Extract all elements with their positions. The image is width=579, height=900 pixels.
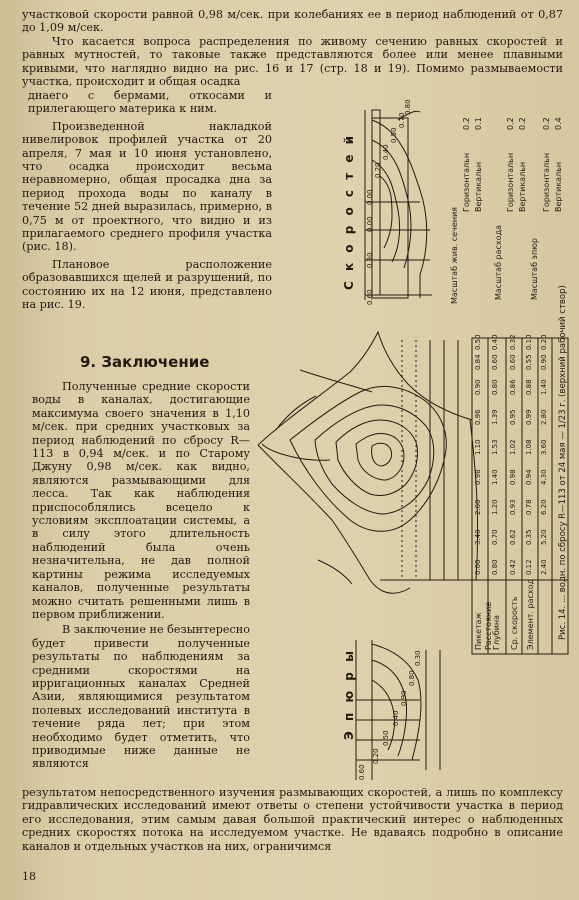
table-label: Пикетаж [474,612,483,650]
table-cell: 0.98 [509,469,517,485]
table-cell: 5.20 [540,529,548,545]
scale-name: Масштаб расхода [494,224,503,300]
epure-value: 0.20 [372,748,380,764]
epure-value: 0.60 [366,289,374,305]
table-cell: 0.90 [540,354,548,370]
table-cell: 0.99 [525,409,533,425]
epure-value: 0.40 [392,710,400,726]
table-cell: 0.96 [474,409,482,425]
figure-caption: Рис. 14. ... водн. по сбросу R—113 от 24 мая — 1/23 г. (верхний рабочий створ) [558,285,568,640]
epure-value: 0.30 [366,252,374,268]
table-cell: 2.80 [540,409,548,425]
table-cell: 0.98 [474,469,482,485]
table-cell: 0.78 [525,499,533,515]
paragraph: Плановое расположение образовавшихся щелей и разрушений, по состоянию их на 12 июня, представлено на рис. 19. [22,257,272,312]
scale-h-val: 0.2 [462,117,471,130]
table-cell: 0.86 [509,379,517,395]
page-number: 18 [22,870,36,883]
table-cell: 0.93 [509,499,517,515]
epure-value: 0.90 [400,690,408,706]
table-cell: 0.84 [474,354,482,370]
table-cell: 0.62 [509,529,517,545]
table-cell: 0.94 [525,469,533,485]
scale-h-val: 0.2 [542,117,551,130]
epure-label: Э п ю р ы [342,648,356,740]
table-cell: 0.40 [491,334,499,350]
table-cell: 0.60 [491,354,499,370]
scale-v: Вертикальн [554,161,563,212]
scale-h: Горизонтальн [542,152,551,212]
epure-value: 0.60 [358,764,366,780]
scale-h: Горизонтальн [462,152,471,212]
table-cell: 0.90 [474,379,482,395]
epure-value: 0.80 [404,99,412,115]
table-cell: 0.95 [509,409,517,425]
table-cell: 3.60 [540,439,548,455]
paragraph: В заключение не безынтересно будет привести полученные результаты по наблюдениям за средними скоростями на ирригационных каналах Средней Азии, являющимися результатом полевых исследований института в течение ряда лет; при этом необходимо будет отметить, что приводимые ниже данные не являются [32,623,250,771]
table-cell: 2.40 [540,559,548,575]
paragraph: результатом непосредственного изучения размывающих скоростей, а лишь по комплексу гидравлических исследований имеют ответы о степени устойчивости участка в период его исследования, этим самым давая большой практический интерес о наблюденных средних скоростях потока на исследуемом участке. Не вдаваясь подробно в описание каналов и отдельных участков на них, ограничимся [22,786,563,853]
paragraph: Произведенной накладкой нивелировок профилей участка от 20 апреля, 7 мая и 10 июня установлено, что осадка происходит весьма неравномерно, общая просадка дна за период прохода воды по каналу в течение 52 дней выразилась, примерно, в 0,75 м от проектного, что видно и из прилагаемого среднего профиля участка (рис. 18). [22,119,272,254]
scale-v: Вертикальн [518,161,527,212]
table-cell: 1.10 [474,439,482,455]
cross-section [258,332,478,593]
table-label: Расстояние [484,601,493,650]
section-heading: 9. Заключение [80,353,210,371]
table-cell: 0.50 [474,334,482,350]
table-cell: 0.20 [540,334,548,350]
table-label: Элемент. расход [526,578,535,650]
table-cell: 2.60 [474,499,482,515]
table-cell: 0.32 [509,334,517,350]
paragraph: днаего с бермами, откосами и прилегающего материка к ним. [28,89,272,116]
table-cell: 1.02 [509,439,517,455]
table-cell: 0.70 [491,529,499,545]
table-cell: 0.42 [509,559,517,575]
epure-value: 0.00 [366,216,374,232]
table-cell: 0.80 [491,559,499,575]
scale-name: Масштаб жив. сечения [450,207,459,304]
table-cell: 1.08 [525,439,533,455]
scale-h-val: 0.2 [506,117,515,130]
velocity-epure-label: С к о р о с т е й [342,132,356,290]
table-cell: 1.39 [491,409,499,425]
scale-v-val: 0.4 [554,117,563,130]
upper-epure [365,110,432,300]
table-cell: 6.20 [540,499,548,515]
scale-v: Вертикальн [474,161,483,212]
table-cell: 1.40 [540,379,548,395]
table-cell: 0.80 [491,379,499,395]
table-label: Глубина [492,615,501,650]
epure-value: 0.80 [408,670,416,686]
table-cell: 1.20 [491,499,499,515]
table-label: Ср. скорость [510,596,519,650]
epure-value: 0.30 [414,650,422,666]
table-cell: 4.30 [540,469,548,485]
table-cell: 0.00 [474,559,482,575]
epure-value: 0.50 [390,127,398,143]
table-cell: 0.12 [525,559,533,575]
paragraph: Что касается вопроса распределения по живому сечению равных скоростей и равных мутностей, то таковые также представляются более или менее плавными кривыми, что наглядно видно на рис. 16 и 17 (стр. 18 и 19). Помимо размываемости участка, происходит и общая осадка [22,34,563,89]
paragraph: участковой скорости равной 0,98 м/сек. при колебаниях ее в период наблюдений от 0,87 до 1,09 м/сек. [22,8,563,35]
epure-value: 0.40 [382,144,390,160]
table-cell: 0.10 [525,334,533,350]
epure-value: 0.50 [382,730,390,746]
table-cell: 3.40 [474,529,482,545]
table-cell: 1.53 [491,439,499,455]
table-cell: 0.88 [525,379,533,395]
table-cell: 1.40 [491,469,499,485]
scale-name: Масштаб эпюр [530,238,539,300]
epure-value: 0.70 [398,112,406,128]
table-cell: 0.60 [509,354,517,370]
epure-value: 0.20 [374,162,382,178]
table-cell: 0.35 [525,529,533,545]
scale-h: Горизонтальн [506,152,515,212]
paragraph: Полученные средние скорости воды в каналах, достигающие максимума своего значения в 1,10 м/сек. при средних участковых за период наблюдений по сбросу R—113 в 0,94 м/сек. и по Старому Джуну 0,98 м/сек. как видно, являются размывающими для лесса. Так как наблюдения приспособлялись всецело к условиям эксплоатации системы, а в силу этого длительность наблюдений была очень незначительна, не дав полной картины режима исследуемых каналов, полученные результаты можно считать решенными лишь в первом приближении. [32,380,250,621]
table-cell: 0.55 [525,354,533,370]
epure-value: 0.00 [366,189,374,205]
scale-v-val: 0.2 [518,117,527,130]
scale-v-val: 0.1 [474,117,483,130]
